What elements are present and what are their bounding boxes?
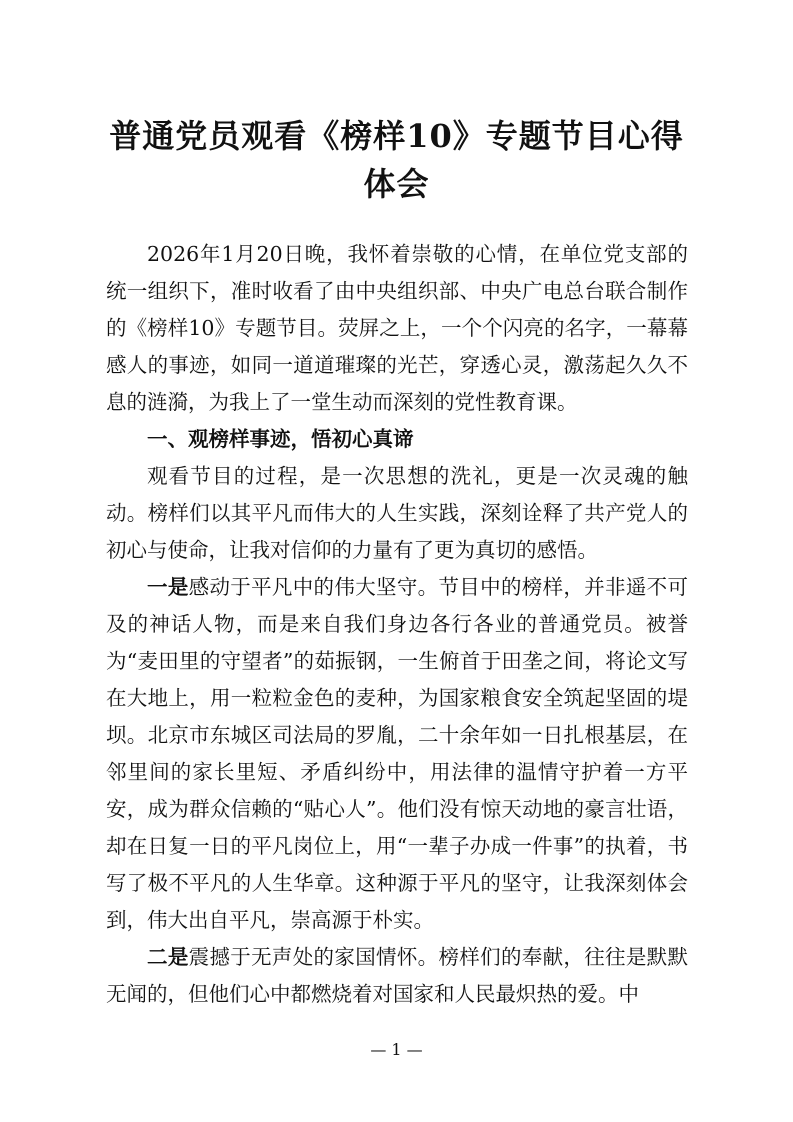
intro-paragraph: 2026年1月20日晚，我怀着崇敬的心情，在单位党支部的统一组织下，准时收看了由中央组织部、中央广电总台联合制作的《榜样10》专题节目。荧屏之上，一个个闪亮的名字，一幕幕感人的事迹，如同一道道璀璨的光芒，穿透心灵，激荡起久久不息的涟漪，为我上了一堂生动而深刻的党性教育课。 xyxy=(106,242,688,414)
point-one-text: 感动于平凡中的伟大坚守。节目中的榜样，并非遥不可及的神话人物，而是来自我们身边各行各业的普通党员。被誉为“麦田里的守望者”的茹振钢，一生俯首于田垄之间，将论文写在大地上，用一粒粒金色的麦种，为国家粮食安全筑起坚固的堤坝。北京市东城区司法局的罗胤，二十余年如一日扎根基层，在邻里间的家长里短、矛盾纠纷中，用法律的温情守护着一方平安，成为群众信赖的“贴心人”。他们没有惊天动地的豪言壮语，却在日复一日的平凡岗位上，用“一辈子办成一件事”的执着，书写了极不平凡的人生华章。这种源于平凡的坚守，让我深刻体会到，伟大出自平凡，崇高源于朴实。 xyxy=(106,575,688,932)
section-heading: 一、观榜样事迹，悟初心真谛 xyxy=(147,427,414,451)
point-two-text: 震撼于无声处的家国情怀。榜样们的奉献，往往是默默无闻的，但他们心中都燃烧着对国家和人民最炽热的爱。中 xyxy=(106,945,688,1006)
point-two-lead: 二是 xyxy=(147,945,189,969)
point-one-paragraph xyxy=(106,569,688,939)
point-two-paragraph xyxy=(106,939,688,1013)
document-title: 普通党员观看《榜样10》专题节目心得体会 xyxy=(109,117,684,203)
page-number: — 1 — xyxy=(370,1040,423,1059)
point-one-lead: 一是 xyxy=(147,575,189,599)
document-body xyxy=(106,236,688,1013)
section-intro-paragraph: 观看节目的过程，是一次思想的洗礼，更是一次灵魂的触动。榜样们以其平凡而伟大的人生实践，深刻诠释了共产党人的初心与使命，让我对信仰的力量有了更为真切的感悟。 xyxy=(106,464,688,562)
